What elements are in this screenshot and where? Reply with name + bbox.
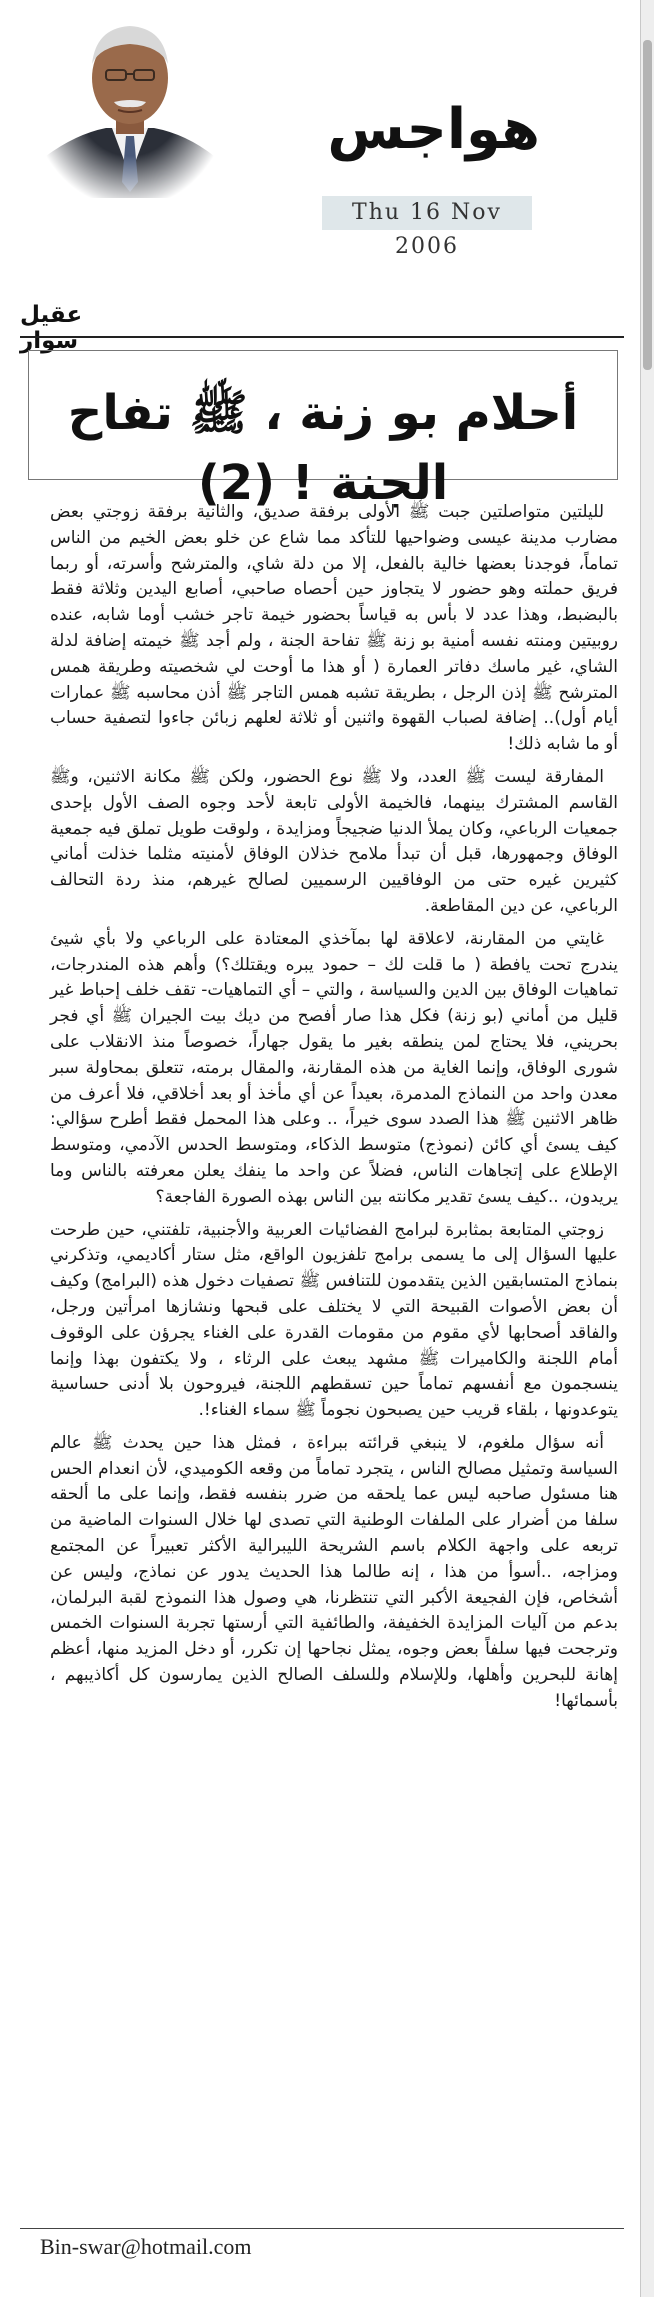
article-paragraph: لليلتين متواصلتين جبت ﷺ الأولى برفقة صديق، والثانية برفقة زوجتي بعض مضارب مدينة عيسى وضواحيها للتأكد مما شاع عن خلو بعض الخيم من الناس تماماً، فوجدنا بعضها خالية بالفعل، إلا من دلة شاي، والمترشح وأسرته، أو ربما فريق حملته وهو حضور لا يتجاوز حين أحصاه صاحبي، أصابع اليدين وثلاثة فقط بالبضبط، وهذا عدد لا بأس به قياساً بحضور خيمة تاجر خشب أوما شابه، عنده روبيتين ومنته نفسه أمنية بو زنة ﷺ تفاحة الجنة ، ولم أجد ﷺ خيمته إضافة لدلة الشاي، غير ماسك دفاتر العمارة ( أو هذا ما أوحت لي شخصيته وطريقة همس المترشح ﷺ إذن الرجل ، بطريقة تشبه همس التاجر ﷺ أذن محاسبه ﷺ عمارات أيام أول).. إضافة لصباب القهوة واثنين أو ثلاثة لعلهم زبائن جاءوا لتصفية حساب أو ما شابه ذلك! xyxy=(50,502,618,755)
article-body xyxy=(50,500,618,1722)
footer-divider xyxy=(20,2228,624,2229)
article-paragraph: غايتي من المقارنة، لاعلاقة لها بمآخذي المعتادة على الرباعي ولا بأي شيئ يندرج تحت يافطة ( ما قلت لك – حمود يبره ويقتلك؟) وأهم هذه المندرجات، تماهيات الوفاق بين الدين والسياسة ، والتي – أي التماهيات- تقف خلف إحباط غير قليل من أماني (بو زنة) فكل هذا صار أفصح من ديك بيت الجيران ﷺ أي فجر بحريني، فلا يحتاج لمن ينطقه بغير ما يقول جهاراً، خصوصاً منذ الانقلاب على شورى الوفاق، وإنما الغاية من هذه المقارنة، والمقال برمته، تتعلق بمحاولة سبر معدن واحد من النماذج المدمرة، بعيداً عن أي مأخذ أو بعد أخلاقي، فلا أعرف من ظاهر الاثنين ﷺ هذا الصدد سوى خيراً، .. وعلى هذا المحمل فقط أطرح سؤالي: كيف يسئ أي كائن (نموذج) متوسط الذكاء، ومتوسط الحدس الآدمي، ومتوسط الإطلاع على إتجاهات الناس، فضلاً عن واحد ما ينفك يعلن معرفته بالناس وما يريدون، ..كيف يسئ تقدير مكانته بين الناس بهذه الصورة الفاجعة؟ xyxy=(50,928,618,1207)
publication-date: Thu 16 Nov 2006 xyxy=(322,196,532,230)
column-title: هواجس xyxy=(327,97,540,162)
author-name: عقيل سوار xyxy=(20,302,83,354)
article-paragraph: المفارقة ليست ﷺ العدد، ولا ﷺ نوع الحضور، ولكن ﷺ مكانة الاثنين، وﷺ القاسم المشترك بينهما، فالخيمة الأولى تابعة لأحد وجوه الصف الأول بإحدى جمعيات الرباعي، وكان يملأ الدنيا ضجيجاً ومزايدة ، ولوقت طويل تملق فيه جمعية الوفاق وجمهورها، قبل أن تبدأ ملامح خذلان الوفاق لأمنيته مثلما خذلت أماني كثيرين غيره حتى من الوفاقيين الرسميين لصالح غيرهم، منذ ردة التحالف الرباعي، عن دين المقاطعة. xyxy=(50,766,618,916)
vertical-scrollbar[interactable] xyxy=(640,0,654,2297)
author-email[interactable]: Bin-swar@hotmail.com xyxy=(40,2234,252,2259)
article-paragraph: أنه سؤال ملغوم، لا ينبغي قرائته ببراءة ، فمثل هذا حين يحدث ﷺ عالم السياسة وتمثيل مصالح الناس ، يتجرد تماماً من وقعه الكوميدي، لأن انعدام الحس هنا مسئول صاحبه ليس عما يلحقه من ضرر بنفسه فقط، وإنما على ما ألحقه سلفا من أضرار على الملفات الوطنية التي تصدى لها خلال السنوات الماضية من تربعه على واجهة الكلام باسم الشريحة الليبرالية الأكثر تعبيراً عن المجتمع ومزاجه، ..أسوأ من هذا ، إنه طالما هذا الحديث يدور عن نماذج، وليس عن أشخاص، فإن الفجيعة الأكبر التي تنتظرنا، هي وصول هذا النموذج لقبة البرلمان، بدعم من آليات المزايدة الخفيفة، والطائفية التي أرستها تجربة السنوات الخمس وترجحت فيها سلفاً بعض وجوه، يمثل نجاحها إن تكرر، أو دخل المزيد منها، أعظم إهانة للبحرين وأهلها، وللإسلام وللسلف الصالح الذين يمارسون كل أكاذيبهم ، بأسمائها! xyxy=(50,1432,618,1711)
article-headline: أحلام بو زنة ، ﷺ تفاح الجنة ! (2) xyxy=(67,385,579,511)
article-paragraph: زوجتي المتابعة بمثابرة لبرامج الفضائيات العربية والأجنبية، تلفتني، حين طرحت عليها السؤال إلى ما يسمى برامج تلفزيون الواقع، مثل ستار أكاديمي، وتذكرني بنماذج المتسابقين الذين يتقدمون للتنافس ﷺ تصفيات دخول هذه (البرامج) وكيف أن بعض الأصوات القبيحة التي لا يختلف على قبحها ونشازها امرأتين ورجل، والفاقد أصحابها لأي مقوم من مقومات القدرة على الغناء يجرؤن على الوقوف أمام اللجنة والكاميرات ﷺ مشهد يبعث على الرثاء ، ولا يكتفون بهذا وإنما ينسجمون مع أنفسهم تماماً حين تسقطهم اللجنة، فيروحون بلا أدنى حساسية يتوعدونها ، بلقاء قريب حين يصبحون نجوماً ﷺ سماء الغناء!. xyxy=(50,1219,618,1421)
divider xyxy=(20,336,624,338)
scrollbar-thumb[interactable] xyxy=(643,40,652,370)
author-photo xyxy=(46,6,214,198)
